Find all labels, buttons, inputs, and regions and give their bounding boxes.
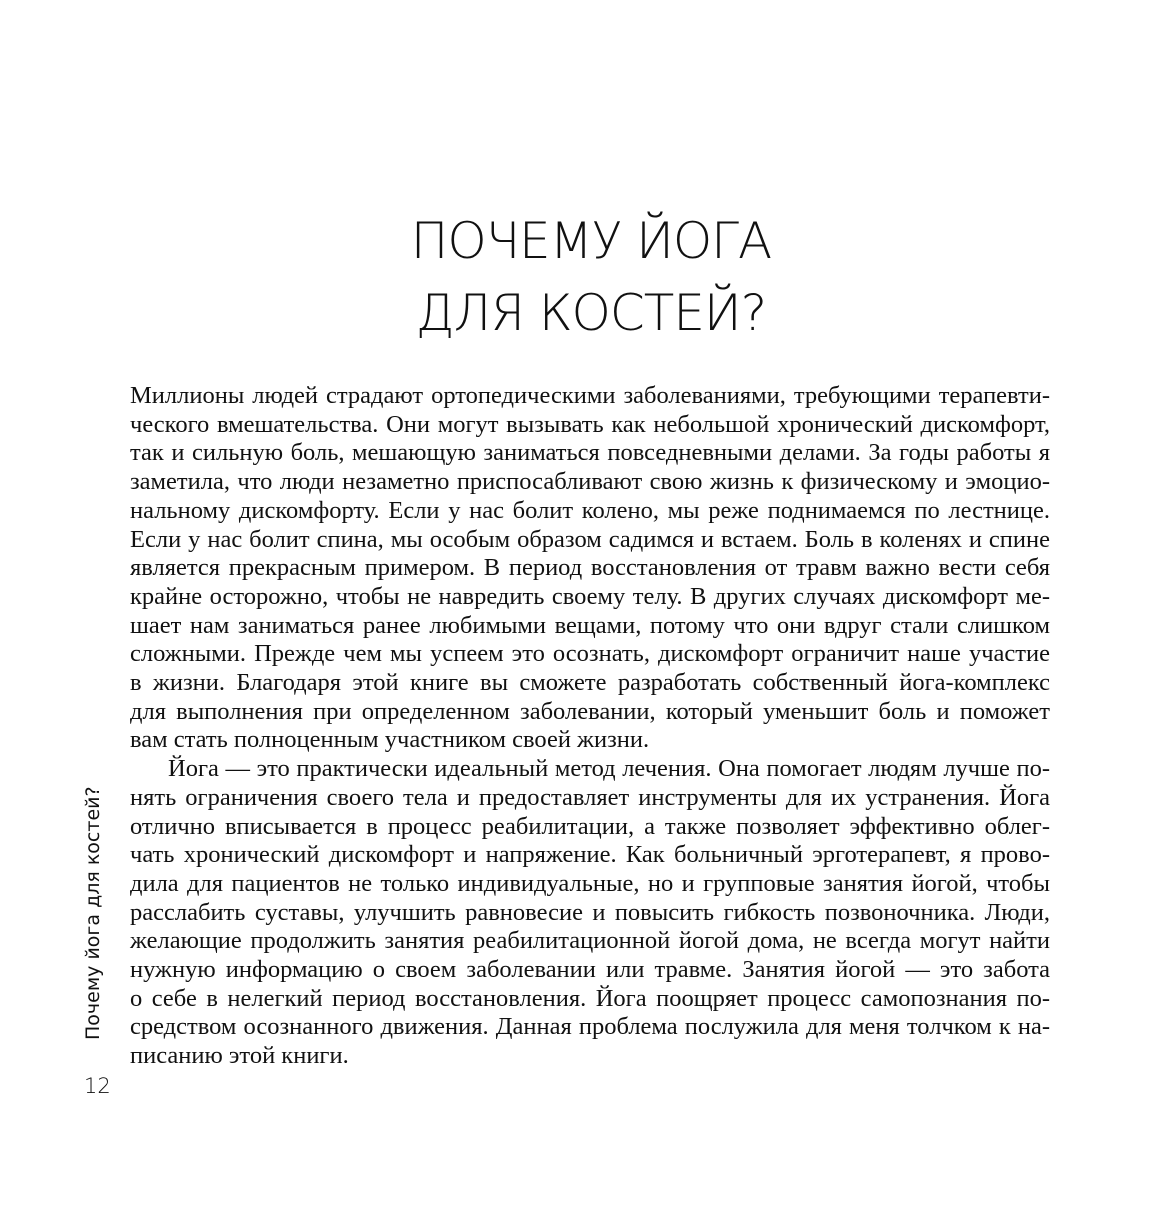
text-line: чать хронический дискомфорт и напряжение. Как больничный эрготерапевт, я прово- xyxy=(130,841,1050,869)
text-line: для выполнения при определенном заболевании, который уменьшит боль и поможет xyxy=(130,697,1050,725)
page-number: 12 xyxy=(84,1074,111,1098)
running-head: Почему йога для костей? xyxy=(82,786,104,1040)
text-line: Если у нас болит спина, мы особым образом садимся и встаем. Боль в коленях и спине xyxy=(130,525,1050,553)
text-line: дила для пациентов не только индивидуальные, но и групповые занятия йогой, чтобы xyxy=(130,869,1050,897)
text-line: заметила, что люди незаметно приспосабливают свою жизнь к физическому и эмоцио- xyxy=(130,468,1050,496)
text-line: средством осознанного движения. Данная проблема послужила для меня толчком к на- xyxy=(130,1013,1050,1041)
text-line: отлично вписывается в процесс реабилитации, а также позволяет эффективно облег- xyxy=(130,812,1050,840)
paragraph-1 xyxy=(130,382,1050,755)
text-line: нять ограничения своего тела и предоставляет инструменты для их устранения. Йога xyxy=(130,783,1050,811)
text-line: крайне осторожно, чтобы не навредить своему телу. В других случаях дискомфорт ме- xyxy=(130,582,1050,610)
text-line: ческого вмешательства. Они могут вызывать как небольшой хронический дискомфорт, xyxy=(130,410,1050,438)
text-line: шает нам заниматься ранее любимыми вещами, потому что они вдруг стали слишком xyxy=(130,611,1050,639)
text-line: желающие продолжить занятия реабилитационной йогой дома, не всегда могут найти xyxy=(130,927,1050,955)
chapter-title xyxy=(0,205,1152,349)
text-line: расслабить суставы, улучшить равновесие и повысить гибкость позвоночника. Люди, xyxy=(130,898,1050,926)
text-line: вам стать полноценным участником своей жизни. xyxy=(130,726,650,754)
text-line: о себе в нелегкий период восстановления. Йога поощряет процесс самопознания по- xyxy=(130,984,1050,1012)
text-line: Йога — это практически идеальный метод лечения. Она помогает людям лучше по- xyxy=(168,755,1050,783)
text-line: нужную информацию о своем заболевании или травме. Занятия йогой — это забота xyxy=(130,956,1050,984)
text-line: писанию этой книги. xyxy=(130,1042,349,1070)
text-line: нальному дискомфорту. Если у нас болит колено, мы реже поднимаемся по лестнице. xyxy=(130,496,1050,524)
chapter-title-line-1: ПОЧЕМУ ЙОГА xyxy=(410,212,772,270)
text-line: так и сильную боль, мешающую заниматься повседневными делами. За годы работы я xyxy=(130,439,1050,467)
text-line: Миллионы людей страдают ортопедическими заболеваниями, требующими терапевти- xyxy=(130,382,1050,409)
chapter-title-line-2: ДЛЯ КОСТЕЙ? xyxy=(415,284,767,342)
text-line: является прекрасным примером. В период восстановления от травм важно вести себя xyxy=(130,554,1050,582)
paragraph-2 xyxy=(130,755,1050,1071)
text-line: сложными. Прежде чем мы успеем это осознать, дискомфорт ограничит наше участие xyxy=(130,640,1050,668)
body-text xyxy=(130,382,1050,1071)
text-line: в жизни. Благодаря этой книге вы сможете разработать собственный йога-комплекс xyxy=(130,669,1050,697)
